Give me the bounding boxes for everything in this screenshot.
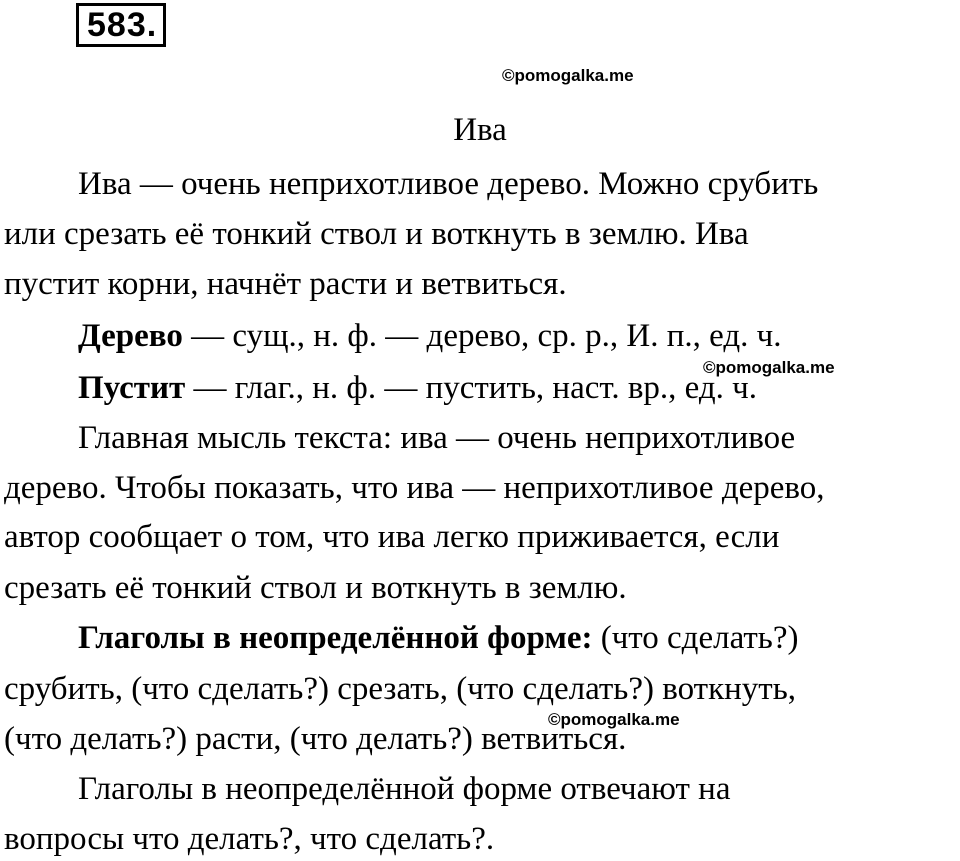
paragraph2-line1: Главная мысль текста: ива — очень неприхотливое: [78, 420, 796, 456]
analysis-word1-text: — сущ., н. ф. — дерево, ср. р., И. п., ед. ч.: [182, 318, 782, 354]
paragraph3-line1: [78, 618, 798, 658]
paragraph3-line3: (что делать?) расти, (что делать?) ветвиться.: [4, 721, 627, 757]
paragraph1-line1: Ива — очень неприхотливое дерево. Можно срубить: [78, 166, 819, 202]
analysis-word1: Дерево: [78, 318, 183, 354]
paragraph3-line1-rest: (что сделать?): [592, 620, 799, 656]
paragraph3-line2: срубить, (что сделать?) срезать, (что сделать?) воткнуть,: [4, 671, 796, 707]
watermark-top: ©pomogalka.me: [502, 66, 634, 85]
paragraph1-line3: пустит корни, начнёт расти и ветвиться.: [4, 266, 567, 302]
paragraph2-line3: автор сообщает о том, что ива легко приживается, если: [4, 519, 780, 555]
paragraph4-line2: вопросы что делать?, что сделать?.: [4, 821, 495, 857]
analysis-word2: Пустит: [78, 370, 186, 406]
analysis-line1: [78, 316, 781, 356]
text-title: Ива: [453, 112, 507, 148]
task-number: 583.: [76, 3, 166, 47]
paragraph1-line2: или срезать её тонкий ствол и воткнуть в землю. Ива: [4, 216, 749, 252]
paragraph4-line1: Глаголы в неопределённой форме отвечают на: [78, 771, 731, 807]
paragraph2-line2: дерево. Чтобы показать, что ива — неприхотливое дерево,: [4, 470, 825, 506]
paragraph2-line4: срезать её тонкий ствол и воткнуть в землю.: [4, 570, 627, 606]
watermark-middle: ©pomogalka.me: [703, 358, 835, 377]
analysis-line2: [78, 368, 757, 408]
watermark-bottom: ©pomogalka.me: [548, 710, 680, 729]
analysis-word2-text: — глаг., н. ф. — пустить, наст. вр., ед. ч.: [185, 370, 757, 406]
paragraph3-heading: Глаголы в неопределённой форме:: [78, 620, 593, 656]
